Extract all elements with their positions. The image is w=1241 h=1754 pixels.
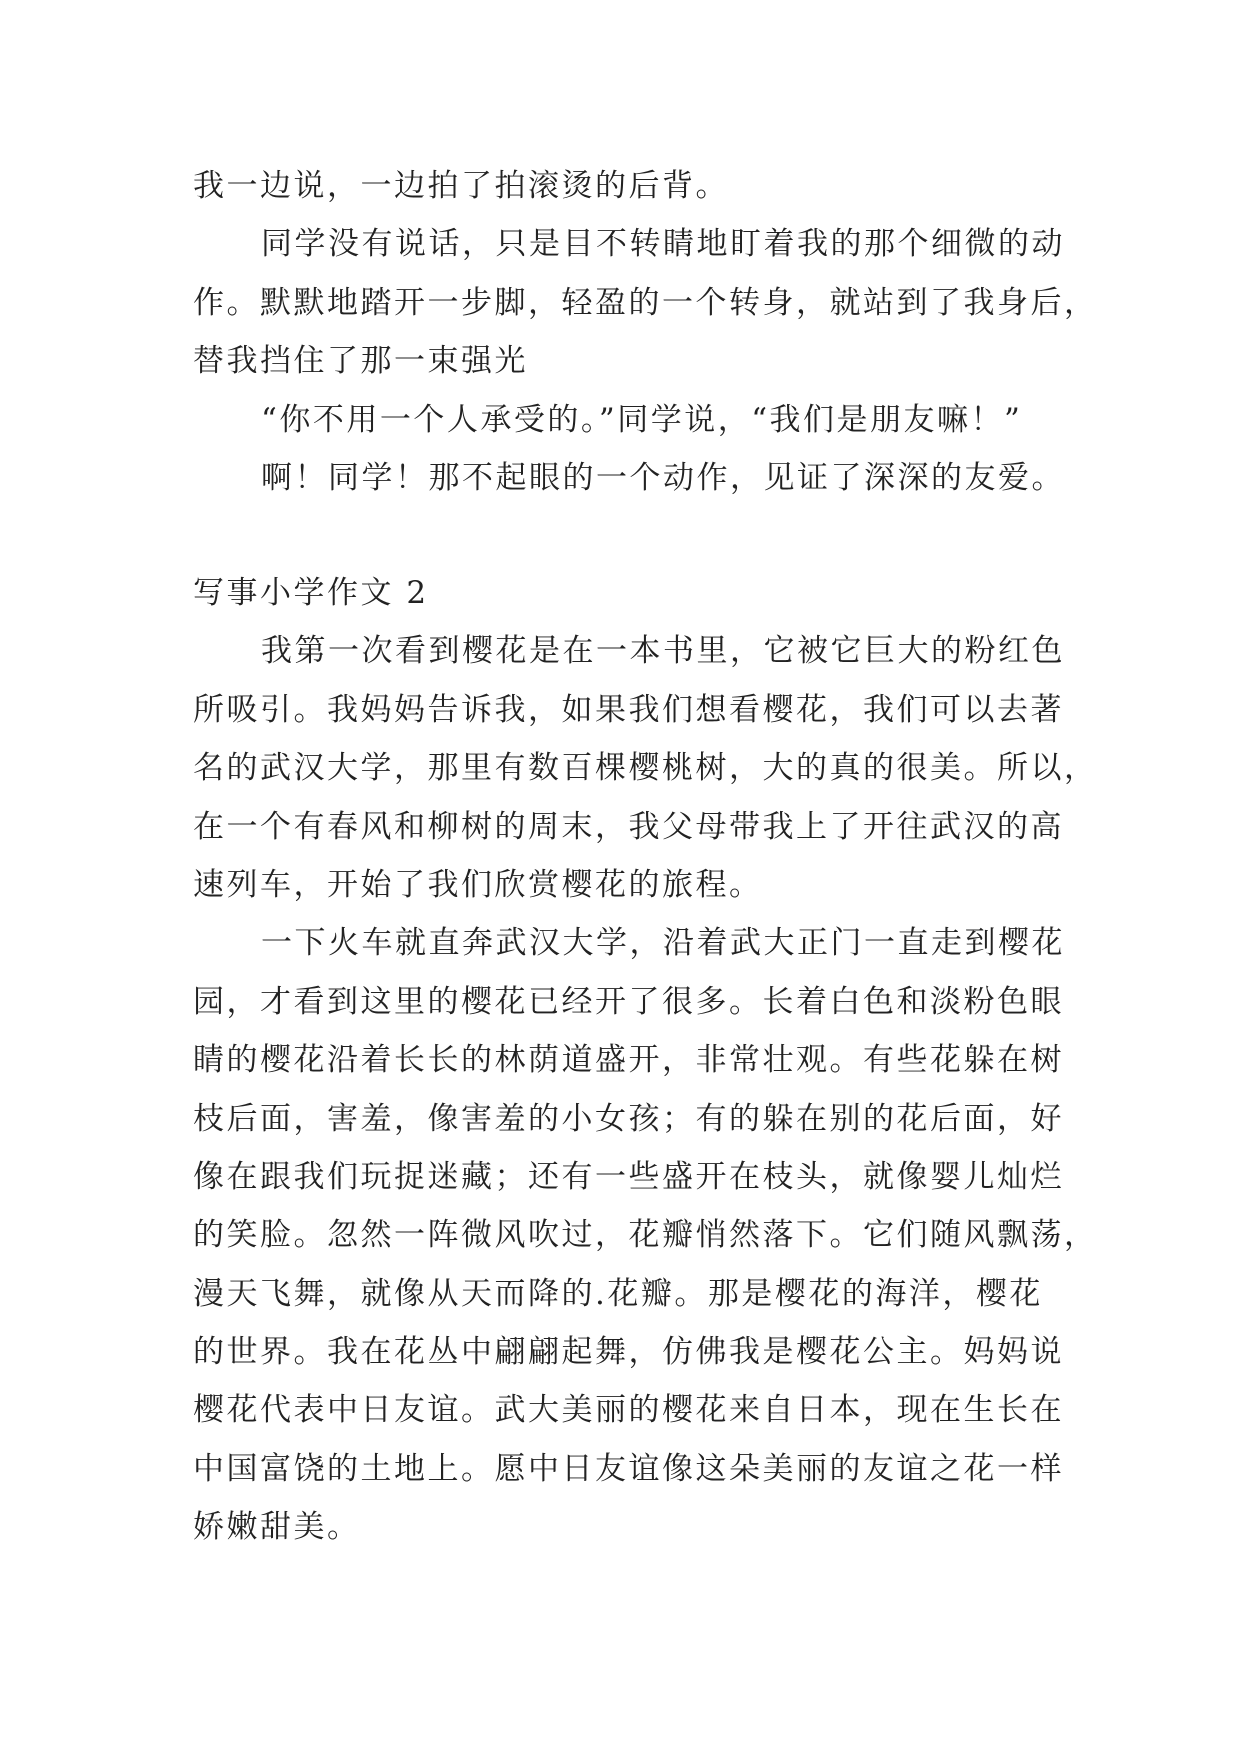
text-line: 漫天飞舞，就像从天而降的.花瓣。那是樱花的海洋，樱花 [193, 1275, 1043, 1312]
previous-essay-ending [193, 157, 1098, 507]
text-line: 一下火车就直奔武汉大学，沿着武大正门一直走到樱花 [261, 925, 1065, 962]
text-line: 所吸引。我妈妈告诉我，如果我们想看樱花，我们可以去著 [193, 691, 1064, 728]
text-line: 名的武汉大学，那里有数百棵樱桃树，大的真的很美。所以， [193, 750, 1098, 787]
text-line: “你不用一个人承受的。”同学说，“我们是朋友嘛！” [261, 401, 1023, 438]
text-line: 的世界。我在花丛中翩翩起舞，仿佛我是樱花公主。妈妈说 [193, 1334, 1064, 1371]
text-line: 园，才看到这里的樱花已经开了很多。长着白色和淡粉色眼 [193, 983, 1064, 1020]
essay-2 [193, 564, 1098, 1557]
text-line: 替我挡住了那一束强光 [193, 343, 528, 380]
text-line: 速列车，开始了我们欣赏樱花的旅程。 [193, 866, 763, 903]
text-line: 我第一次看到樱花是在一本书里，它被它巨大的粉红色 [261, 633, 1065, 670]
text-line: 像在跟我们玩捉迷藏；还有一些盛开在枝头，就像婴儿灿烂 [193, 1158, 1064, 1195]
text-line: 睛的樱花沿着长长的林荫道盛开，非常壮观。有些花躲在树 [193, 1042, 1064, 1079]
text-line: 娇嫩甜美。 [193, 1509, 361, 1546]
text-line: 樱花代表中日友谊。武大美丽的樱花来自日本，现在生长在 [193, 1392, 1064, 1429]
essay-title: 写事小学作文 2 [193, 575, 429, 611]
text-line: 作。默默地踏开一步脚，轻盈的一个转身，就站到了我身后， [193, 284, 1098, 321]
text-line: 我一边说，一边拍了拍滚烫的后背。 [193, 168, 729, 204]
text-line: 中国富饶的土地上。愿中日友谊像这朵美丽的友谊之花一样 [193, 1450, 1064, 1487]
text-line: 枝后面，害羞，像害羞的小女孩；有的躲在别的花后面，好 [193, 1100, 1064, 1137]
text-line: 同学没有说话，只是目不转睛地盯着我的那个细微的动 [261, 226, 1065, 263]
text-line: 的笑脸。忽然一阵微风吹过，花瓣悄然落下。它们随风飘荡， [193, 1217, 1098, 1254]
text-line: 在一个有春风和柳树的周末，我父母带我上了开往武汉的高 [193, 808, 1064, 845]
text-line: 啊！同学！那不起眼的一个动作，见证了深深的友爱。 [261, 459, 1065, 496]
